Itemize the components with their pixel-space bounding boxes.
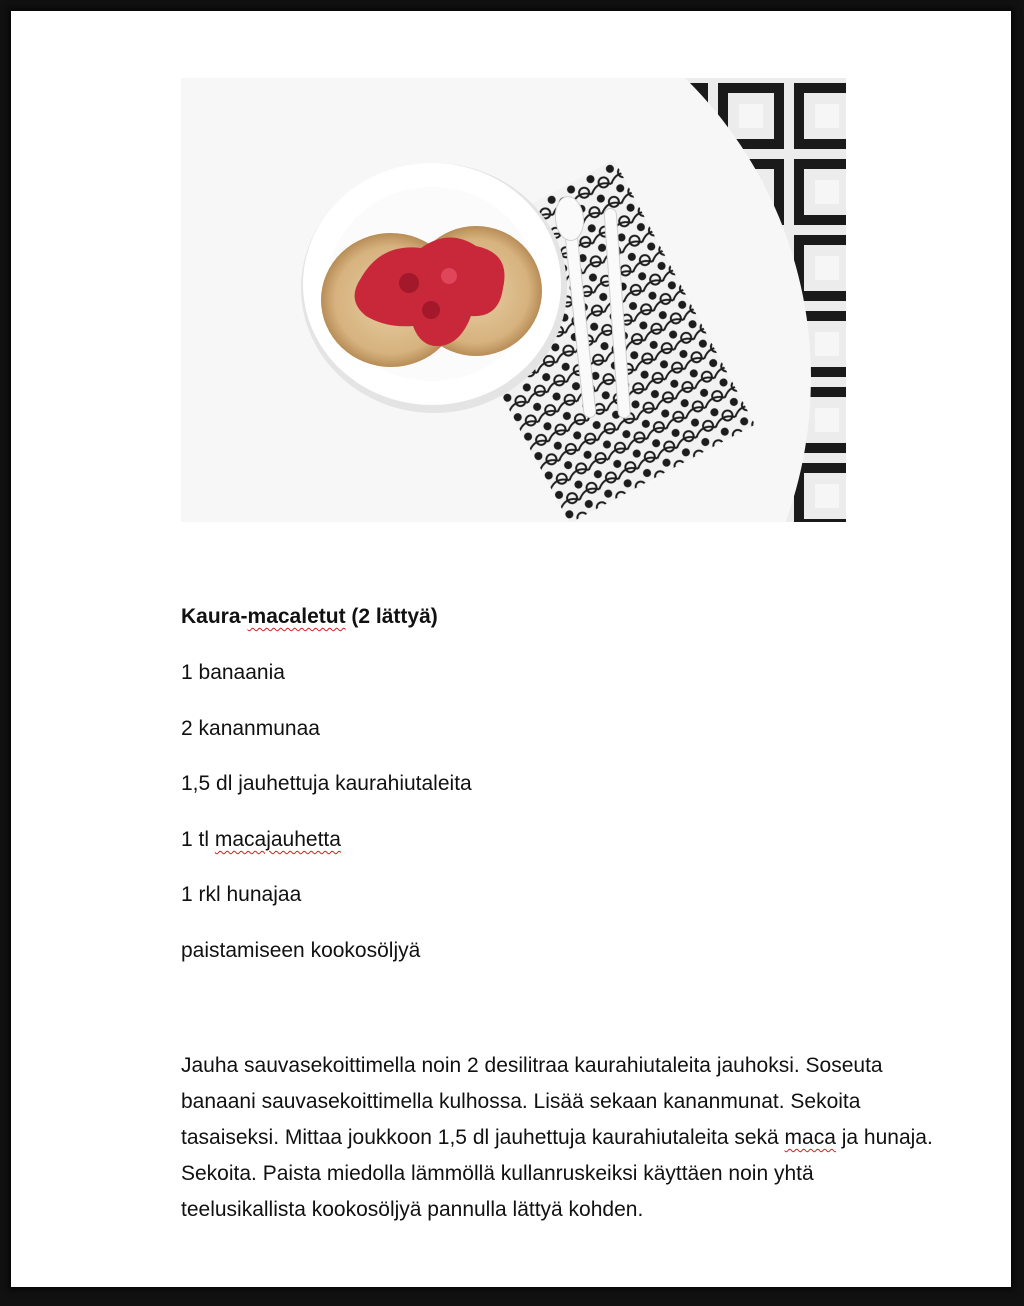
ingredient-item: 1 rkl hunajaa: [181, 883, 302, 907]
ingredient-item-prefix: 1 tl: [181, 827, 215, 851]
recipe-instructions: [181, 1048, 941, 1228]
instructions-misspelled-word: maca: [784, 1126, 836, 1149]
document-page: [11, 11, 1011, 1287]
recipe-photo: [181, 78, 846, 522]
ingredient-item: [181, 827, 472, 883]
recipe-title-prefix: Kaura-: [181, 605, 248, 628]
recipe-title-suffix: (2 lättyä): [345, 605, 438, 628]
recipe-title-misspelled-word: macaletut: [247, 605, 346, 628]
ingredient-list: [181, 660, 472, 994]
ingredient-item: paistamiseen kookosöljyä: [181, 938, 421, 962]
instructions-part-1: Jauha sauvasekoittimella noin 2 desilitraa kaurahiutaleita jauhoksi. Soseuta banaani sauvasekoittimella kulhossa. Lisää sekaan kananmunat. Sekoita tasaiseksi. Mittaa joukkoon 1,5 dl jauhettuja kaurahiutaleita sekä: [181, 1054, 883, 1149]
instructions-part-2: ja hunaja. Sekoita. Paista miedolla lämmöllä kullanruskeiksi käyttäen noin yhtä teelusikallista kookosöljyä pannulla lättyä kohden.: [181, 1126, 933, 1221]
ingredient-misspelled-word: macajauhetta: [214, 827, 341, 851]
ingredient-item: 1,5 dl jauhettuja kaurahiutaleita: [181, 772, 472, 796]
ingredient-item: 2 kananmunaa: [181, 716, 320, 740]
recipe-title: [181, 605, 438, 629]
ingredient-item: 1 banaania: [181, 661, 285, 684]
